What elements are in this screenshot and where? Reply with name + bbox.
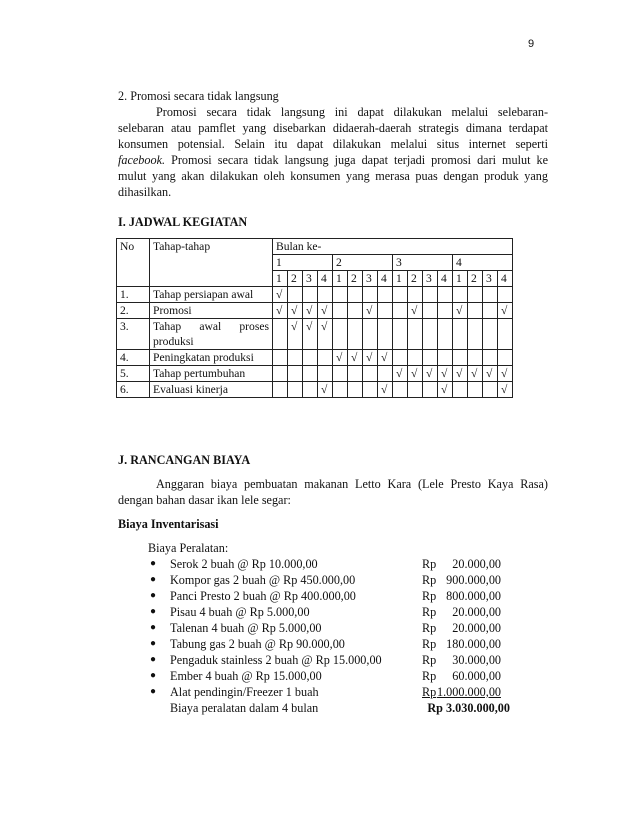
row-number: 6. bbox=[117, 382, 150, 398]
week-cell: 4 bbox=[318, 271, 333, 287]
empty-cell bbox=[363, 382, 378, 398]
empty-cell bbox=[333, 287, 348, 303]
currency-label: Rp bbox=[422, 589, 437, 603]
week-cell: 2 bbox=[348, 271, 363, 287]
week-cell: 3 bbox=[363, 271, 378, 287]
week-cell: 1 bbox=[333, 271, 348, 287]
paragraph-line: konsumen potensial. Selain itu dapat dilakukan melalui situs internet seperti bbox=[118, 137, 548, 151]
check-cell: √ bbox=[468, 366, 483, 382]
table-header-row bbox=[117, 239, 513, 255]
empty-cell bbox=[408, 319, 423, 350]
paragraph-line bbox=[118, 152, 548, 168]
empty-cell bbox=[483, 303, 498, 319]
check-cell: √ bbox=[348, 350, 363, 366]
empty-cell bbox=[468, 303, 483, 319]
currency-label: Rp bbox=[422, 573, 437, 587]
check-cell: √ bbox=[453, 366, 468, 382]
check-cell: √ bbox=[438, 382, 453, 398]
currency-label: Rp bbox=[422, 557, 437, 571]
empty-cell bbox=[378, 319, 393, 350]
item-amount: 60.000,00 bbox=[452, 669, 501, 683]
month-cell: 3 bbox=[393, 255, 453, 271]
month-cell: 2 bbox=[333, 255, 393, 271]
check-cell: √ bbox=[318, 382, 333, 398]
empty-cell bbox=[498, 287, 513, 303]
currency-label: Rp bbox=[422, 653, 437, 667]
empty-cell bbox=[273, 319, 288, 350]
empty-cell bbox=[288, 287, 303, 303]
budget-heading: J. RANCANGAN BIAYA bbox=[118, 453, 251, 467]
empty-cell bbox=[468, 350, 483, 366]
currency-label: Rp bbox=[422, 605, 437, 619]
empty-cell bbox=[453, 350, 468, 366]
paragraph-line: dihasilkan. bbox=[118, 185, 172, 199]
item-amount: 20.000,00 bbox=[452, 621, 501, 635]
item-label: Serok 2 buah @ Rp 10.000,00 bbox=[170, 557, 318, 571]
empty-cell bbox=[438, 319, 453, 350]
row-stage: Evaluasi kinerja bbox=[150, 382, 273, 398]
list-item bbox=[150, 636, 550, 652]
empty-cell bbox=[333, 366, 348, 382]
currency-label: Rp bbox=[422, 669, 437, 683]
check-cell: √ bbox=[408, 366, 423, 382]
empty-cell bbox=[318, 287, 333, 303]
empty-cell bbox=[348, 319, 363, 350]
currency-label: Rp bbox=[422, 621, 437, 635]
empty-cell bbox=[498, 350, 513, 366]
check-cell: √ bbox=[498, 382, 513, 398]
empty-cell bbox=[423, 350, 438, 366]
row-number: 5. bbox=[117, 366, 150, 382]
row-stage: Promosi bbox=[150, 303, 273, 319]
check-cell: √ bbox=[288, 303, 303, 319]
total-row bbox=[150, 700, 550, 716]
check-cell: √ bbox=[438, 366, 453, 382]
item-amount: 20.000,00 bbox=[452, 605, 501, 619]
check-cell: √ bbox=[333, 350, 348, 366]
empty-cell bbox=[303, 382, 318, 398]
empty-cell bbox=[363, 287, 378, 303]
list-item bbox=[150, 572, 550, 588]
empty-cell bbox=[453, 382, 468, 398]
table-row bbox=[117, 350, 513, 366]
check-cell: √ bbox=[498, 366, 513, 382]
paragraph-line: Anggaran biaya pembuatan makanan Letto Kara (Lele Presto Kaya Rasa) bbox=[156, 477, 548, 491]
table-row bbox=[117, 303, 513, 319]
empty-cell bbox=[303, 366, 318, 382]
check-cell: √ bbox=[378, 382, 393, 398]
check-cell: √ bbox=[408, 303, 423, 319]
empty-cell bbox=[303, 287, 318, 303]
empty-cell bbox=[423, 319, 438, 350]
empty-cell bbox=[468, 382, 483, 398]
check-cell: √ bbox=[453, 303, 468, 319]
empty-cell bbox=[483, 382, 498, 398]
empty-cell bbox=[393, 319, 408, 350]
header-month: Bulan ke- bbox=[273, 239, 513, 255]
empty-cell bbox=[483, 319, 498, 350]
empty-cell bbox=[273, 382, 288, 398]
paragraph-line: mulut yang akan dilakukan oleh konsumen yang merasa puas dengan produk yang bbox=[118, 169, 548, 183]
empty-cell bbox=[468, 319, 483, 350]
empty-cell bbox=[378, 303, 393, 319]
empty-cell bbox=[393, 350, 408, 366]
row-stage: Tahap pertumbuhan bbox=[150, 366, 273, 382]
empty-cell bbox=[318, 350, 333, 366]
list-item bbox=[150, 668, 550, 684]
item-amount: 900.000,00 bbox=[446, 573, 501, 587]
paragraph-text: Promosi secara tidak langsung juga dapat terjadi promosi dari mulut ke bbox=[171, 153, 548, 167]
empty-cell bbox=[453, 319, 468, 350]
empty-cell bbox=[273, 366, 288, 382]
empty-cell bbox=[273, 350, 288, 366]
empty-cell bbox=[318, 366, 333, 382]
empty-cell bbox=[348, 382, 363, 398]
currency-label: Rp bbox=[422, 685, 437, 699]
table-row bbox=[117, 319, 513, 350]
empty-cell bbox=[333, 319, 348, 350]
check-cell: √ bbox=[273, 303, 288, 319]
week-cell: 2 bbox=[468, 271, 483, 287]
item-label: Alat pendingin/Freezer 1 buah bbox=[170, 685, 319, 699]
list-item bbox=[150, 652, 550, 668]
row-number: 3. bbox=[117, 319, 150, 350]
list-item bbox=[150, 556, 550, 572]
empty-cell bbox=[438, 287, 453, 303]
empty-cell bbox=[438, 303, 453, 319]
item-label: Tabung gas 2 buah @ Rp 90.000,00 bbox=[170, 637, 345, 651]
week-cell: 3 bbox=[483, 271, 498, 287]
empty-cell bbox=[378, 287, 393, 303]
item-label: Ember 4 buah @ Rp 15.000,00 bbox=[170, 669, 322, 683]
currency-label: Rp bbox=[422, 637, 437, 651]
bullet-icon: ● bbox=[150, 622, 157, 633]
italic-term: facebook. bbox=[118, 153, 166, 167]
bullet-icon: ● bbox=[150, 686, 157, 697]
empty-cell bbox=[333, 382, 348, 398]
week-cell: 3 bbox=[423, 271, 438, 287]
empty-cell bbox=[483, 350, 498, 366]
empty-cell bbox=[408, 287, 423, 303]
item-label: Panci Presto 2 buah @ Rp 400.000,00 bbox=[170, 589, 356, 603]
row-number: 2. bbox=[117, 303, 150, 319]
empty-cell bbox=[348, 287, 363, 303]
header-no: No bbox=[117, 239, 150, 287]
month-cell: 1 bbox=[273, 255, 333, 271]
row-number: 1. bbox=[117, 287, 150, 303]
week-cell: 1 bbox=[393, 271, 408, 287]
empty-cell bbox=[333, 303, 348, 319]
list-item bbox=[150, 604, 550, 620]
empty-cell bbox=[288, 366, 303, 382]
check-cell: √ bbox=[363, 350, 378, 366]
paragraph-line: dengan bahan dasar ikan lele segar: bbox=[118, 493, 291, 507]
empty-cell bbox=[348, 366, 363, 382]
week-cell: 1 bbox=[453, 271, 468, 287]
row-stage: Peningkatan produksi bbox=[150, 350, 273, 366]
item-label: Talenan 4 buah @ Rp 5.000,00 bbox=[170, 621, 322, 635]
row-stage: Tahap persiapan awal bbox=[150, 287, 273, 303]
check-cell: √ bbox=[273, 287, 288, 303]
check-cell: √ bbox=[318, 319, 333, 350]
bullet-icon: ● bbox=[150, 558, 157, 569]
item-amount: 800.000,00 bbox=[446, 589, 501, 603]
check-cell: √ bbox=[498, 303, 513, 319]
list-item bbox=[150, 588, 550, 604]
item-amount: 30.000,00 bbox=[452, 653, 501, 667]
check-cell: √ bbox=[288, 319, 303, 350]
row-number: 4. bbox=[117, 350, 150, 366]
item-amount: 1.000.000,00 bbox=[437, 685, 501, 699]
empty-cell bbox=[288, 382, 303, 398]
bullet-icon: ● bbox=[150, 606, 157, 617]
paragraph-line: Promosi secara tidak langsung ini dapat dilakukan melalui selebaran- bbox=[156, 105, 548, 119]
empty-cell bbox=[348, 303, 363, 319]
item-label: Pisau 4 buah @ Rp 5.000,00 bbox=[170, 605, 310, 619]
total-amount: Rp 3.030.000,00 bbox=[427, 701, 510, 715]
empty-cell bbox=[408, 350, 423, 366]
check-cell: √ bbox=[393, 366, 408, 382]
bullet-icon: ● bbox=[150, 638, 157, 649]
week-cell: 4 bbox=[378, 271, 393, 287]
week-cell: 4 bbox=[498, 271, 513, 287]
empty-cell bbox=[423, 382, 438, 398]
empty-cell bbox=[393, 287, 408, 303]
empty-cell bbox=[288, 350, 303, 366]
item-label: Kompor gas 2 buah @ Rp 450.000,00 bbox=[170, 573, 356, 587]
empty-cell bbox=[423, 287, 438, 303]
empty-cell bbox=[303, 350, 318, 366]
list-item bbox=[150, 620, 550, 636]
empty-cell bbox=[363, 319, 378, 350]
bullet-icon: ● bbox=[150, 574, 157, 585]
item-amount: 20.000,00 bbox=[452, 557, 501, 571]
empty-cell bbox=[498, 319, 513, 350]
equipment-title: Biaya Peralatan: bbox=[148, 541, 229, 555]
week-cell: 2 bbox=[408, 271, 423, 287]
item-label: Pengaduk stainless 2 buah @ Rp 15.000,00 bbox=[170, 653, 382, 667]
paragraph-line: selebaran atau pamflet yang disebarkan didaerah-daerah strategis dimana terdapat bbox=[118, 121, 548, 135]
check-cell: √ bbox=[363, 303, 378, 319]
check-cell: √ bbox=[483, 366, 498, 382]
schedule-heading: I. JADWAL KEGIATAN bbox=[118, 215, 248, 229]
empty-cell bbox=[468, 287, 483, 303]
empty-cell bbox=[453, 287, 468, 303]
week-cell: 2 bbox=[288, 271, 303, 287]
header-stage: Tahap-tahap bbox=[150, 239, 273, 287]
table-row bbox=[117, 382, 513, 398]
empty-cell bbox=[378, 366, 393, 382]
check-cell: √ bbox=[318, 303, 333, 319]
check-cell: √ bbox=[423, 366, 438, 382]
total-label: Biaya peralatan dalam 4 bulan bbox=[170, 701, 319, 715]
check-cell: √ bbox=[303, 319, 318, 350]
month-cell: 4 bbox=[453, 255, 513, 271]
empty-cell bbox=[393, 303, 408, 319]
week-cell: 4 bbox=[438, 271, 453, 287]
list-item bbox=[150, 684, 550, 700]
budget-subheading: Biaya Inventarisasi bbox=[118, 517, 219, 531]
empty-cell bbox=[393, 382, 408, 398]
empty-cell bbox=[423, 303, 438, 319]
check-cell: √ bbox=[378, 350, 393, 366]
check-cell: √ bbox=[303, 303, 318, 319]
table-row bbox=[117, 287, 513, 303]
page-number: 9 bbox=[528, 38, 535, 50]
week-cell: 1 bbox=[273, 271, 288, 287]
item-amount: 180.000,00 bbox=[446, 637, 501, 651]
bullet-icon: ● bbox=[150, 654, 157, 665]
week-cell: 3 bbox=[303, 271, 318, 287]
bullet-icon: ● bbox=[150, 590, 157, 601]
empty-cell bbox=[483, 287, 498, 303]
schedule-table bbox=[116, 238, 513, 398]
table-row bbox=[117, 366, 513, 382]
empty-cell bbox=[408, 382, 423, 398]
section-heading: 2. Promosi secara tidak langsung bbox=[118, 89, 279, 103]
empty-cell bbox=[363, 366, 378, 382]
bullet-icon: ● bbox=[150, 670, 157, 681]
row-stage: Tahap awal proses produksi bbox=[150, 319, 273, 350]
empty-cell bbox=[438, 350, 453, 366]
